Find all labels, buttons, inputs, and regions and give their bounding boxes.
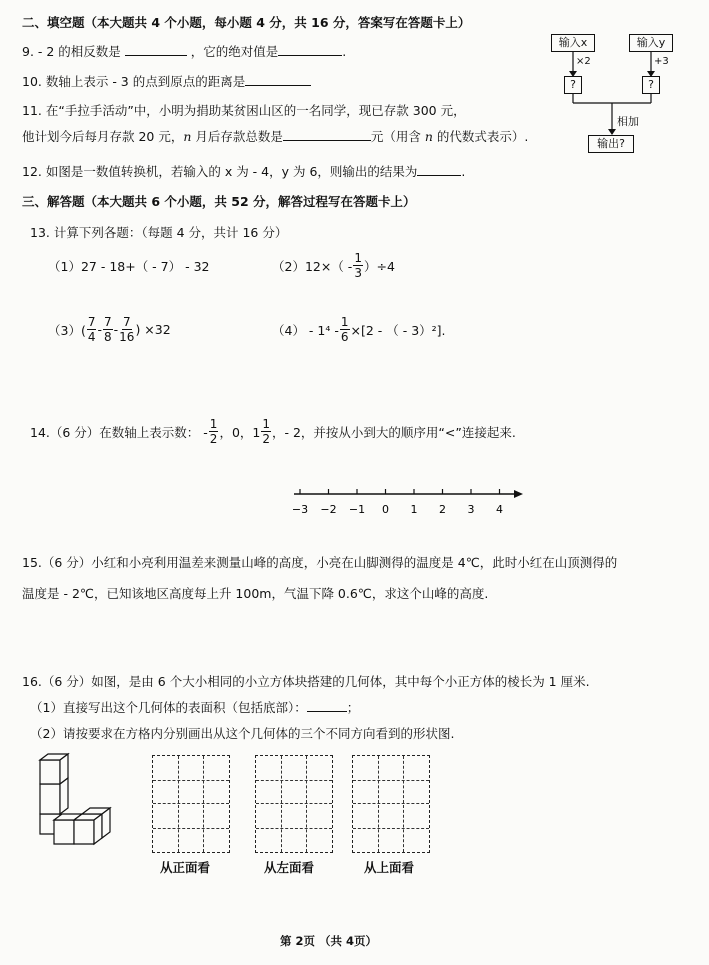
question-15-line-1: 15.（6 分）小红和小亮利用温差来测量山峰的高度，小亮在山脚测得的温度是 4℃，此时小红在山顶测得的 — [22, 555, 618, 570]
q16-sub1-end: ； — [346, 700, 360, 715]
cube-figure — [34, 752, 134, 852]
q10-text: 10. 数轴上表示 - 3 的点到原点的距离是 — [22, 74, 246, 89]
q13-part-1: （1）27 - 18+（ - 7） - 32 — [48, 259, 210, 274]
q13-p2-a: （2）12×（ - — [272, 258, 353, 274]
frac-den: 16 — [119, 330, 135, 344]
q14-frac-1 — [209, 418, 219, 445]
question-16-sub-2: （2）请按要求在方格内分别画出从这个几何体的三个不同方向看到的形状图. — [30, 726, 455, 741]
q13-p3-frac-2 — [103, 316, 113, 343]
q13-p2-fraction — [353, 252, 363, 279]
q11-var-n2: n — [420, 129, 437, 144]
q13-part-3: （3）( $\frac{7}{4}$ - $\frac{7}{8}$ - $\frac{7}{16}$ ) ×32 — [48, 315, 171, 344]
view-label-top: 从上面看 — [364, 860, 415, 875]
q13-p3-frac-1 — [87, 316, 97, 343]
q13-p2-b: ）÷4 — [363, 258, 395, 274]
result-y-box: ? — [642, 76, 660, 94]
q11-text-a: 他计划今后每月存款 20 元， — [22, 129, 184, 144]
number-line-tick-label: 2 — [439, 503, 446, 516]
q11-var-n: n — [183, 129, 192, 144]
view-grid-front[interactable] — [152, 755, 230, 853]
number-line-tick-label: −3 — [291, 503, 309, 516]
frac-den: 6 — [340, 330, 349, 344]
number-line-tick-label: −1 — [348, 503, 366, 516]
q11-blank[interactable] — [283, 128, 371, 141]
q13-p3-b: ) ×32 — [135, 322, 171, 337]
view-label-left: 从左面看 — [264, 860, 315, 875]
frac-num: 1 — [354, 251, 362, 265]
input-y-box: 输入y — [629, 34, 673, 52]
question-15-line-2: 温度是 - 2℃，已知该地区高度每上升 100m，气温下降 0.6℃，求这个山峰的高度. — [22, 586, 489, 601]
q11-text-b: 月后存款总数是 — [191, 129, 283, 144]
q9-blank-1[interactable] — [125, 43, 187, 56]
frac-den: 2 — [262, 432, 270, 446]
section-2-heading: 二、填空题（本大题共 4 个小题，每小题 4 分，共 16 分，答案写在答题卡上） — [22, 15, 471, 30]
q13-p3-frac-3 — [119, 316, 134, 343]
frac-den: 2 — [209, 432, 218, 446]
section-3-heading: 三、解答题（本大题共 6 个小题，共 52 分，解答过程写在答题卡上） — [22, 194, 416, 209]
frac-num: 1 — [209, 417, 218, 431]
q13-p4-fraction — [340, 316, 350, 343]
frac-den: 4 — [87, 330, 96, 344]
number-line-tick-label: 0 — [382, 503, 389, 516]
op-plus-3: +3 — [654, 56, 669, 67]
q14-text-b: ，0，1 — [219, 424, 261, 440]
view-grid-left[interactable] — [255, 755, 333, 853]
question-16-line-1: 16.（6 分）如图，是由 6 个大小相同的小立方体块搭建的几何体，其中每个小正方体的棱长为 1 厘米. — [22, 674, 590, 689]
question-9 — [22, 42, 346, 60]
q9-text-b: ，它的绝对值是 — [186, 44, 279, 59]
q10-blank[interactable] — [245, 73, 311, 86]
number-line — [280, 480, 530, 520]
q13-part-2 — [272, 252, 395, 279]
q14-text-a: 14.（6 分）在数轴上表示数： - — [30, 424, 208, 440]
question-10 — [22, 72, 311, 90]
q13-p4-a: （4） - 1⁴ - — [272, 322, 339, 338]
q13-part-4 — [272, 316, 446, 343]
question-11-line-1: 11. 在“手拉手活动”中，小明为捐助某贫困山区的一名同学，现已存款 300 元， — [22, 103, 466, 118]
op-times-2: ×2 — [576, 56, 591, 67]
result-x-box: ? — [564, 76, 582, 94]
number-line-tick-label: −2 — [320, 503, 337, 516]
q12-text: 12. 如图是一数值转换机，若输入的 x 为 - 4，y 为 6，则输出的结果为 — [22, 164, 418, 179]
view-label-front: 从正面看 — [160, 860, 211, 875]
question-12 — [22, 162, 465, 180]
frac-num: 7 — [122, 315, 131, 329]
frac-den: 3 — [354, 266, 362, 280]
q13-p4-b: ×[2 - （ - 3）²]. — [350, 322, 446, 338]
input-x-box: 输入x — [551, 34, 595, 52]
frac-num: 7 — [104, 315, 112, 329]
number-line-tick-label: 4 — [496, 503, 503, 516]
q12-blank[interactable] — [417, 163, 461, 176]
frac-num: 1 — [262, 417, 270, 431]
q11-text-c: 元（用含 — [370, 129, 421, 144]
q14-text-c: ，- 2，并按从小到大的顺序用“<”连接起来. — [271, 424, 516, 440]
number-line-tick-label: 1 — [410, 503, 418, 516]
q11-text-d: 的代数式表示）. — [436, 129, 529, 144]
output-box: 输出? — [588, 135, 634, 153]
question-14 — [30, 418, 516, 445]
q14-frac-2 — [261, 418, 271, 445]
frac-num: 1 — [340, 315, 349, 329]
number-line-tick-label: 3 — [467, 503, 475, 516]
q16-blank[interactable] — [307, 699, 347, 712]
add-label: 相加 — [617, 115, 639, 128]
q16-sub1-text: （1）直接写出这个几何体的表面积（包括底部）： — [30, 700, 307, 715]
question-11-line-2 — [22, 127, 528, 145]
question-16-sub-1 — [30, 698, 359, 716]
q9-text-a: 9. - 2 的相反数是 — [22, 44, 125, 59]
q9-blank-2[interactable] — [278, 43, 342, 56]
q13-p3-a: （3）( — [48, 322, 86, 338]
question-13-title: 13. 计算下列各题：（每题 4 分，共计 16 分） — [30, 225, 288, 240]
page-footer: 第 2页 （共 4页） — [280, 934, 378, 948]
frac-num: 7 — [87, 315, 96, 329]
frac-den: 8 — [104, 330, 112, 344]
view-grid-top[interactable] — [352, 755, 430, 853]
q9-text-c: . — [342, 44, 347, 59]
q12-end: . — [461, 164, 466, 179]
